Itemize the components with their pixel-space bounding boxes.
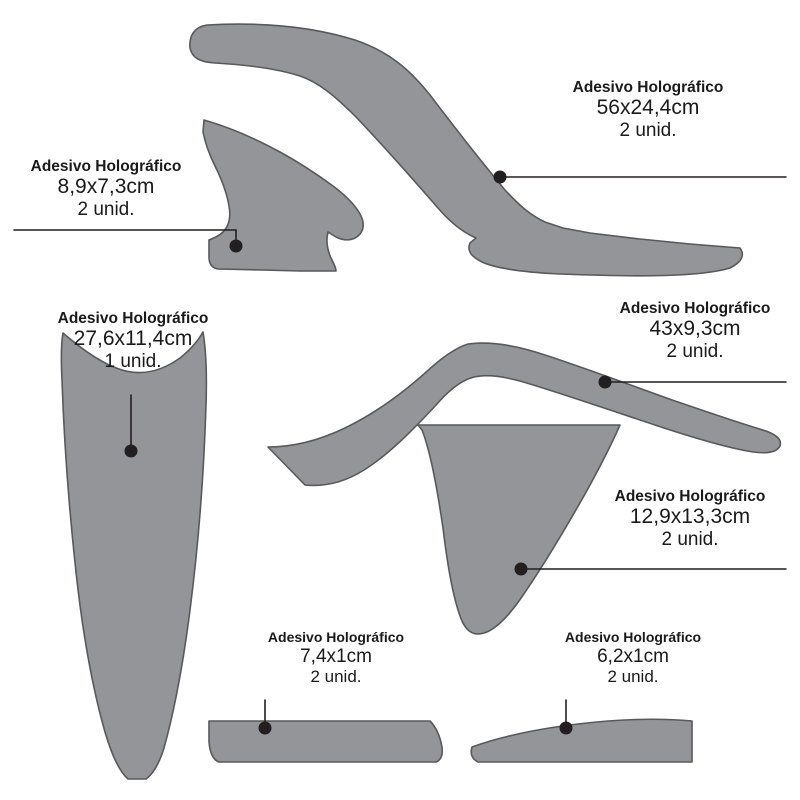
label-12-9x13-3-size: 12,9x13,3cm <box>629 505 751 529</box>
label-56x24-4-title: Adesivo Holográfico <box>572 79 724 96</box>
label-6-2x1 <box>540 630 726 686</box>
leader-dot-43x9-3 <box>599 376 612 389</box>
piece-tall-left[interactable] <box>61 332 206 779</box>
label-7-4x1-title: Adesivo Holográfico <box>267 629 405 645</box>
leader-line-8-9x7-3 <box>14 230 236 245</box>
label-6-2x1-size: 6,2x1cm <box>597 645 669 667</box>
label-27-6x11-4-title: Adesivo Holográfico <box>57 310 209 327</box>
leader-dot-56x24-4 <box>494 171 507 184</box>
label-8-9x7-3 <box>16 158 196 220</box>
leader-dot-12-9x13-3 <box>515 563 528 576</box>
piece-triangle[interactable] <box>418 425 620 634</box>
piece-strip-left[interactable] <box>209 721 442 762</box>
label-56x24-4-qty: 2 unid. <box>619 119 677 141</box>
label-8-9x7-3-size: 8,9x7,3cm <box>57 175 155 199</box>
piece-strip-right[interactable] <box>471 719 692 762</box>
label-6-2x1-title: Adesivo Holográfico <box>564 629 702 645</box>
label-43x9-3 <box>604 300 786 362</box>
label-8-9x7-3-title: Adesivo Holográfico <box>30 158 182 175</box>
label-12-9x13-3-qty: 2 unid. <box>661 528 719 550</box>
label-27-6x11-4-size: 27,6x11,4cm <box>73 327 193 351</box>
label-12-9x13-3 <box>594 488 786 550</box>
label-43x9-3-title: Adesivo Holográfico <box>619 300 771 317</box>
label-12-9x13-3-title: Adesivo Holográfico <box>614 488 766 505</box>
leader-dot-6-2x1 <box>560 722 573 735</box>
label-56x24-4-size: 56x24,4cm <box>596 96 700 120</box>
label-27-6x11-4 <box>38 310 228 372</box>
label-56x24-4 <box>512 79 784 141</box>
label-27-6x11-4-qty: 1 unid. <box>104 350 162 372</box>
leader-dot-27-6x11-4 <box>125 445 138 458</box>
leader-dot-7-4x1 <box>259 722 272 735</box>
label-6-2x1-qty: 2 unid. <box>607 666 659 686</box>
label-8-9x7-3-qty: 2 unid. <box>77 198 135 220</box>
label-7-4x1-size: 7,4x1cm <box>300 645 372 667</box>
label-7-4x1-qty: 2 unid. <box>310 666 362 686</box>
label-43x9-3-size: 43x9,3cm <box>649 317 741 341</box>
piece-upper-small[interactable] <box>203 120 363 271</box>
label-43x9-3-qty: 2 unid. <box>666 340 724 362</box>
label-7-4x1 <box>243 630 429 686</box>
leader-dot-8-9x7-3 <box>230 240 243 253</box>
